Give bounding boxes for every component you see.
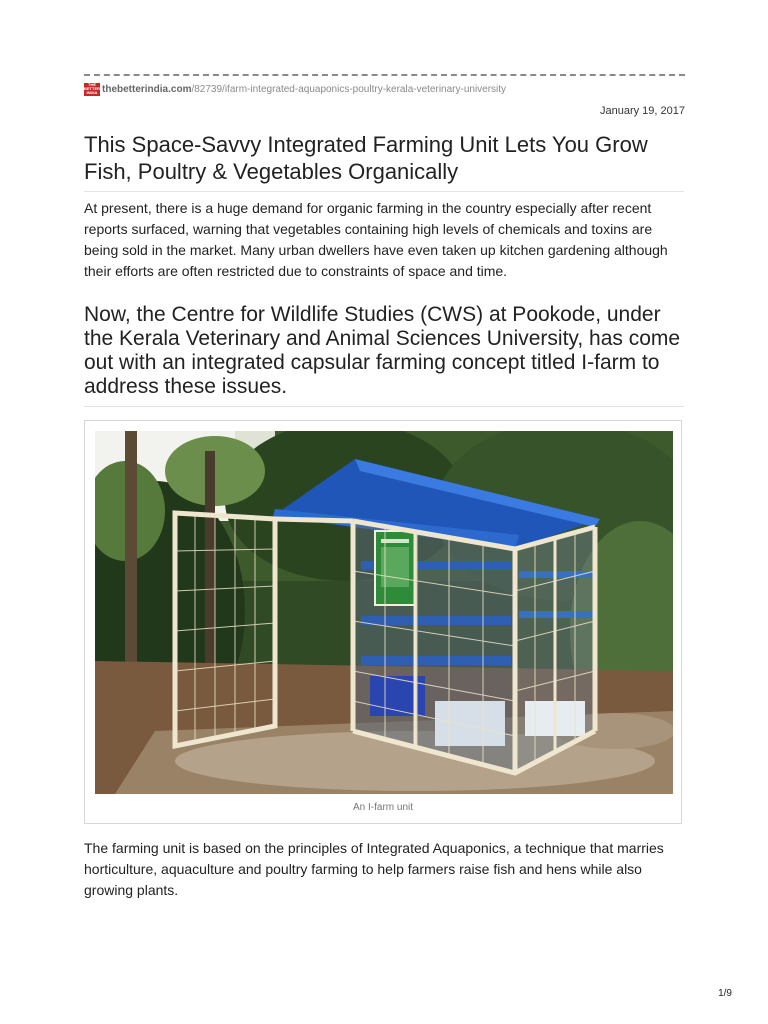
page-number: 1/9 bbox=[718, 988, 732, 999]
article-title: This Space-Savvy Integrated Farming Unit Lets You Grow Fish, Poultry & Vegetables Organically bbox=[84, 132, 648, 184]
header-dashed-rule bbox=[84, 74, 685, 76]
i-farm-unit-photo bbox=[95, 431, 673, 794]
the-better-india-logo-icon: THE BETTER INDIA bbox=[84, 82, 100, 95]
figure-caption: An I-farm unit bbox=[352, 802, 414, 813]
source-path[interactable]: /82739/ifarm-integrated-aquaponics-poultry-kerala-veterinary-university bbox=[191, 83, 507, 95]
intro-paragraph: At present, there is a huge demand for organic farming in the country especially after recent reports surfaced, warning that vegetables containing high levels of chemicals and toxins are being sold in the market. Many urban dwellers have even taken up kitchen gardening although their efforts are often restricted due to constraints of space and time. bbox=[84, 200, 668, 279]
source-url[interactable] bbox=[84, 82, 506, 96]
article-figure bbox=[84, 420, 682, 824]
body-paragraph: The farming unit is based on the principles of Integrated Aquaponics, a technique that marries horticulture, aquaculture and poultry farming to help farmers raise fish and hens while also growing plants. bbox=[84, 840, 664, 898]
lead-paragraph: Now, the Centre for Wildlife Studies (CWS) at Pookode, under the Kerala Veterinary and Animal Sciences University, has come out with an integrated capsular farming concept titled I-farm to address these issues. bbox=[84, 303, 681, 398]
source-domain[interactable]: thebetterindia.com bbox=[102, 83, 192, 95]
title-divider bbox=[84, 191, 684, 192]
lead-divider bbox=[84, 406, 684, 407]
article-date: January 19, 2017 bbox=[599, 105, 685, 117]
